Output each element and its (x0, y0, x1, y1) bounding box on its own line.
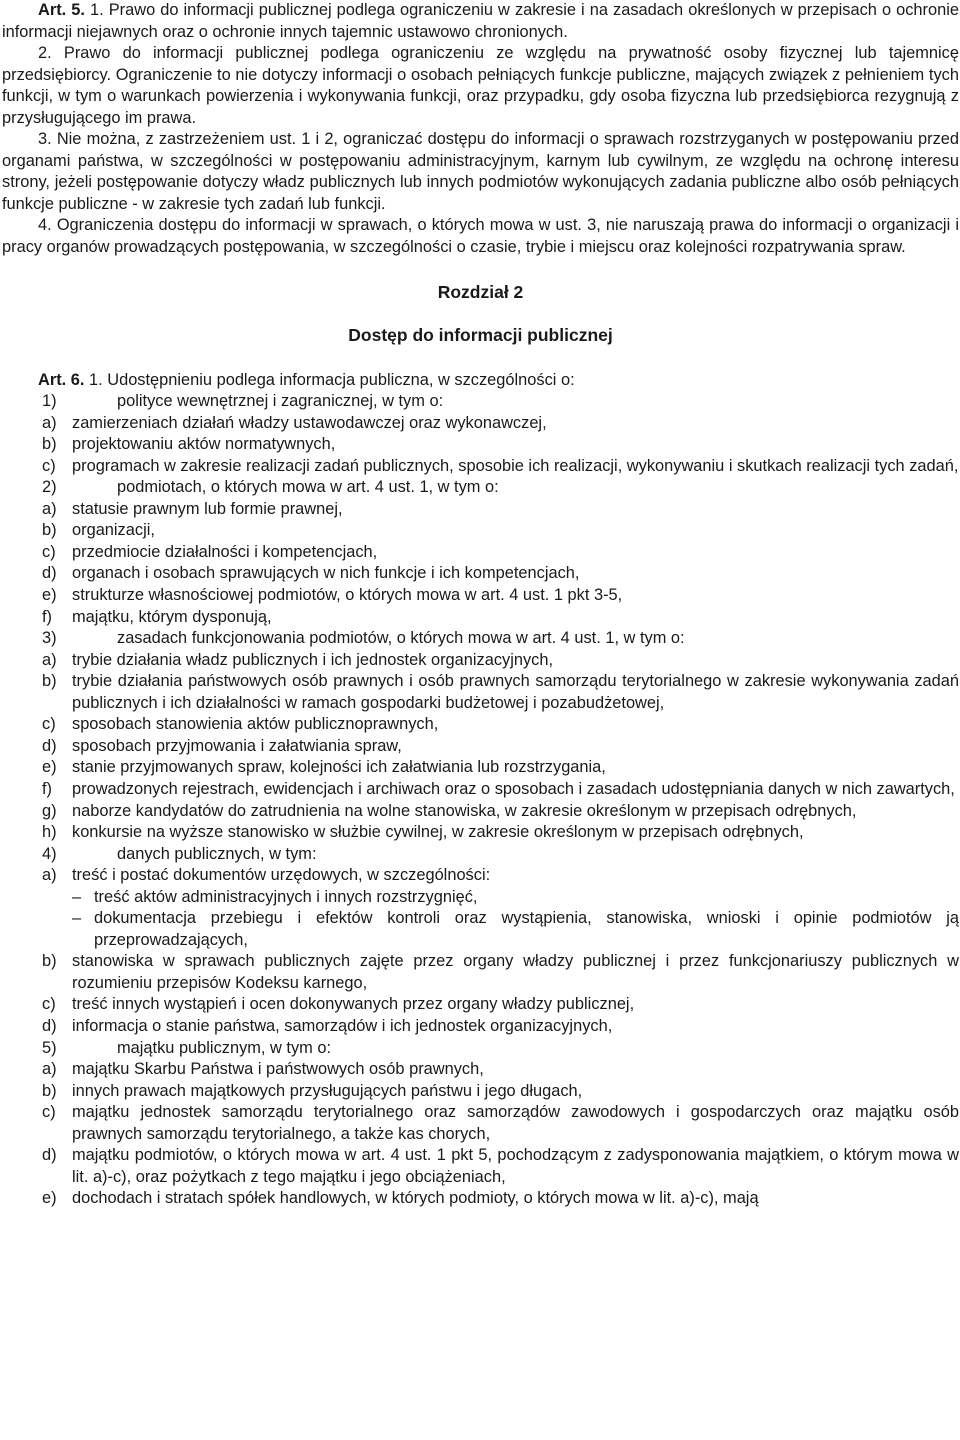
list-item (2, 1059, 959, 1081)
list-text: prowadzonych rejestrach, ewidencjach i archiwach oraz o sposobach i zasadach udostępniania danych w nich zawartych, (72, 779, 955, 798)
list-marker: 2) (42, 478, 57, 497)
list-marker: 3) (42, 629, 57, 648)
art6-point-2-items (2, 499, 959, 628)
list-text: treść innych wystąpień i ocen dokonywanych przez organy władzy publicznej, (72, 995, 635, 1014)
list-text: statusie prawnym lub formie prawnej, (72, 499, 343, 518)
list-item (2, 951, 959, 994)
list-text: dokumentacja przebiegu i efektów kontroli oraz wystąpienia, stanowiska, wnioski i opinie podmiotów ją przeprowadzających, (94, 909, 959, 949)
list-item (2, 563, 959, 585)
list-marker: c) (42, 542, 56, 561)
list-marker: – (72, 887, 82, 906)
art5-para-4: 4. Ograniczenia dostępu do informacji w sprawach, o których mowa w ust. 3, nie naruszają prawa do informacji o organizacji i pracy organów prowadzących postępowania, w szczególności o czasie, trybie i miejscu oraz kolejności rozpatrywania spraw. (2, 216, 959, 257)
list-item (2, 413, 959, 435)
list-text: majątku Skarbu Państwa i państwowych osób prawnych, (72, 1060, 484, 1079)
list-marker: c) (42, 715, 56, 734)
art6-point-1 (2, 391, 959, 413)
list-item (2, 520, 959, 542)
art6-point-4-item-a (2, 865, 959, 887)
list-text: stanie przyjmowanych spraw, kolejności ich załatwiania lub rozstrzygania, (72, 758, 606, 777)
list-text: podmiotach, o których mowa w art. 4 ust. 1, w tym o: (117, 478, 499, 497)
list-text: majątku publicznym, w tym o: (117, 1038, 332, 1057)
list-text: treść aktów administracyjnych i innych rozstrzygnięć, (94, 887, 478, 906)
list-item (2, 434, 959, 456)
art5-para-2: 2. Prawo do informacji publicznej podlega ograniczeniu ze względu na prywatność osoby fizycznej lub tajemnicę przedsiębiorcy. Ograniczenie to nie dotyczy informacji o osobach pełniących funkcje publiczne, mających związek z pełnieniem tych funkcji, w tym o warunkach powierzenia i wykonywania funkcji, oraz przypadku, gdy osoba fizyczna lub przedsiębiorca rezygnują z przysługującego im prawa. (2, 44, 959, 127)
art6-point-4-dash-items (2, 887, 959, 952)
list-item (2, 822, 959, 844)
list-text: programach w zakresie realizacji zadań publicznych, sposobie ich realizacji, wykonywaniu i skutkach realizacji tych zadań, (72, 456, 959, 475)
list-marker: a) (42, 499, 57, 518)
list-marker: e) (42, 758, 57, 777)
list-text: innych prawach majątkowych przysługujących państwu i jego długach, (72, 1081, 583, 1100)
list-marker: b) (42, 952, 57, 971)
list-marker: d) (42, 564, 57, 583)
list-item (2, 994, 959, 1016)
art6-intro-text: 1. Udostępnieniu podlega informacja publiczna, w szczególności o: (89, 370, 575, 389)
list-marker: a) (42, 1060, 57, 1079)
art5-para-1-text: 1. Prawo do informacji publicznej podlega ograniczeniu w zakresie i na zasadach określonych w przepisach o ochronie informacji niejawnych oraz o ochronie innych tajemnic ustawowo chronionych. (2, 1, 959, 41)
list-marker: – (72, 909, 82, 928)
list-marker: c) (42, 1103, 56, 1122)
list-marker: 5) (42, 1038, 57, 1057)
art6-point-4 (2, 844, 959, 866)
list-item (2, 801, 959, 823)
list-marker: g) (42, 801, 57, 820)
list-marker: d) (42, 1016, 57, 1035)
list-text: zasadach funkcjonowania podmiotów, o których mowa w art. 4 ust. 1, w tym o: (117, 629, 685, 648)
list-item (2, 1016, 959, 1038)
list-item (2, 1145, 959, 1188)
list-marker: b) (42, 521, 57, 540)
list-marker: d) (42, 736, 57, 755)
art6-point-5-items (2, 1059, 959, 1210)
list-text: majątku podmiotów, o których mowa w art. 4 ust. 1 pkt 5, pochodzącym z zadysponowania majątkiem, o którym mowa w lit. a)-c), oraz pożytkach z tego majątku i jego obciążeniach, (72, 1146, 959, 1186)
list-text: treść i postać dokumentów urzędowych, w szczególności: (72, 866, 491, 885)
list-text: majątku, którym dysponują, (72, 607, 272, 626)
list-item (2, 908, 959, 951)
list-text: organach i osobach sprawujących w nich funkcje i ich kompetencjach, (72, 564, 580, 583)
list-text: trybie działania państwowych osób prawnych i osób prawnych samorządu terytorialnego w zakresie wykonywania zadań publicznych i ich działalności w ramach gospodarki budżetowej i pozabudżetowej, (72, 672, 959, 712)
list-marker: h) (42, 823, 57, 842)
list-text: majątku jednostek samorządu terytorialnego oraz samorządów zawodowych i gospodarczych oraz majątku osób prawnych samorządu terytorialnego, a także kas chorych, (72, 1103, 959, 1143)
list-text: zamierzeniach działań władzy ustawodawczej oraz wykonawczej, (72, 413, 547, 432)
list-marker: a) (42, 866, 57, 885)
list-marker: d) (42, 1146, 57, 1165)
list-marker: c) (42, 456, 56, 475)
list-item (2, 1102, 959, 1145)
list-text: danych publicznych, w tym: (117, 844, 317, 863)
list-item (2, 499, 959, 521)
list-text: konkursie na wyższe stanowisko w służbie cywilnej, w zakresie określonym w przepisach odrębnych, (72, 823, 804, 842)
art5-para-1 (2, 0, 959, 43)
art6-point-2 (2, 477, 959, 499)
list-text: przedmiocie działalności i kompetencjach, (72, 542, 378, 561)
list-text: polityce wewnętrznej i zagranicznej, w tym o: (117, 392, 444, 411)
list-text: naborze kandydatów do zatrudnienia na wolne stanowiska, w zakresie określonym w przepisach odrębnych, (72, 801, 857, 820)
art6-intro (2, 370, 959, 392)
list-item (2, 607, 959, 629)
art5-para-3: 3. Nie można, z zastrzeżeniem ust. 1 i 2, ograniczać dostępu do informacji o sprawach rozstrzyganych w postępowaniu przed organami państwa, w szczególności w postępowaniu administracyjnym, karnym lub cywilnym, ze względu na ochronę interesu strony, jeżeli postępowanie dotyczy władz publicznych lub innych podmiotów wykonujących zadania publiczne albo osób pełniących funkcje publiczne - w zakresie tych zadań lub funkcji. (2, 130, 959, 213)
list-marker: b) (42, 1081, 57, 1100)
art6-point-3-items (2, 650, 959, 844)
list-item (2, 1188, 959, 1210)
art6-point-4-items (2, 951, 959, 1037)
list-text: sposobach stanowienia aktów publicznoprawnych, (72, 715, 439, 734)
list-text: strukturze własnościowej podmiotów, o których mowa w art. 4 ust. 1 pkt 3-5, (72, 586, 623, 605)
list-item (2, 736, 959, 758)
list-item (2, 585, 959, 607)
list-marker: f) (42, 607, 53, 626)
list-marker: f) (42, 779, 53, 798)
list-marker: 1) (42, 392, 57, 411)
list-marker: a) (42, 413, 57, 432)
list-item (2, 1081, 959, 1103)
art6-point-5 (2, 1038, 959, 1060)
list-marker: b) (42, 435, 57, 454)
art5-number: Art. 5. (38, 1, 85, 19)
list-marker: e) (42, 586, 57, 605)
list-text: stanowiska w sprawach publicznych zajęte przez organy władzy publicznej i przez funkcjonariuszy publicznych w rozumieniu przepisów Kodeksu karnego, (72, 952, 959, 992)
list-item (2, 456, 959, 478)
list-item (2, 757, 959, 779)
art6-point-1-items (2, 413, 959, 478)
list-text: organizacji, (72, 521, 155, 540)
list-item (2, 714, 959, 736)
list-marker: 4) (42, 844, 57, 863)
list-item (2, 887, 959, 909)
art6-number: Art. 6. (38, 370, 85, 389)
list-text: projektowaniu aktów normatywnych, (72, 435, 336, 454)
list-text: informacja o stanie państwa, samorządów i ich jednostek organizacyjnych, (72, 1016, 613, 1035)
list-marker: c) (42, 995, 56, 1014)
list-text: sposobach przyjmowania i załatwiania spraw, (72, 736, 402, 755)
art6-point-3 (2, 628, 959, 650)
list-marker: b) (42, 672, 57, 691)
list-item (2, 542, 959, 564)
list-marker: e) (42, 1189, 57, 1208)
chapter-title: Dostęp do informacji publicznej (348, 324, 613, 345)
chapter-number: Rozdział 2 (437, 281, 524, 302)
list-item (2, 650, 959, 672)
list-marker: a) (42, 650, 57, 669)
list-text: trybie działania władz publicznych i ich jednostek organizacyjnych, (72, 650, 554, 669)
list-text: dochodach i stratach spółek handlowych, w których podmioty, o których mowa w lit. a)-c), mają (72, 1189, 759, 1208)
list-item (2, 779, 959, 801)
list-item (2, 671, 959, 714)
